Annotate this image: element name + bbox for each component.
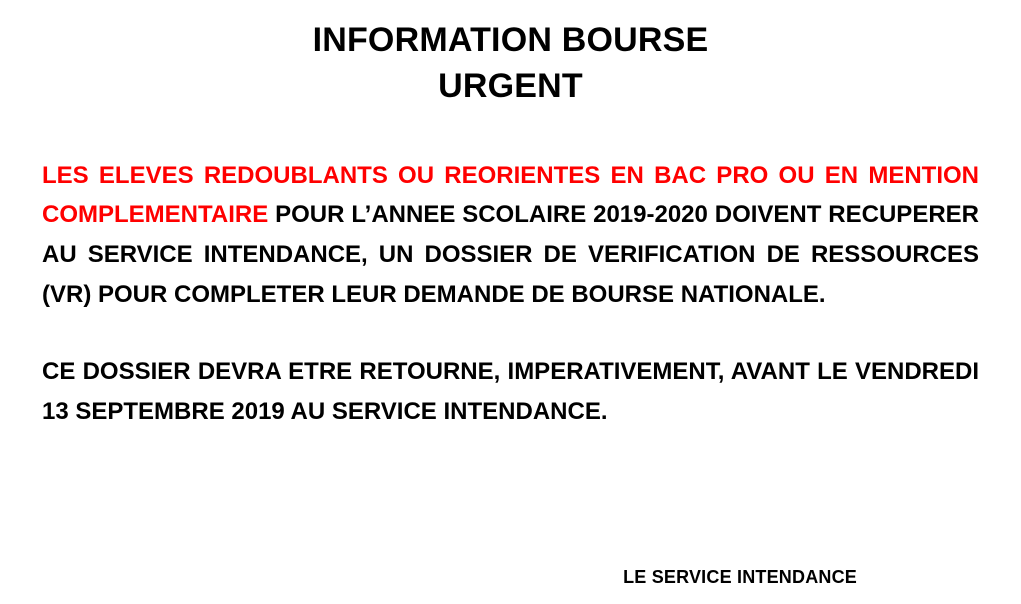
paragraph-1-highlight: LES ELEVES REDOUBLANTS OU REORIENTES EN BAC PRO OU EN MENTION COMPLEMENTAIRE: [42, 161, 979, 229]
paragraph-1-rest: POUR L’ANNEE SCOLAIRE 2019-2020 DOIVENT RECUPERER AU SERVICE INTENDANCE, UN DOSSIER DE VERIFICATION DE RESSOURCES (VR) POUR COMPLETER LEUR DEMANDE DE BOURSE NATIONALE.: [42, 201, 979, 308]
title-line-1: INFORMATION BOURSE: [312, 21, 709, 59]
document-title: [0, 0, 1021, 110]
signature: LE SERVICE INTENDANCE: [623, 567, 857, 587]
paragraph-2: CE DOSSIER DEVRA ETRE RETOURNE, IMPERATIVEMENT, AVANT LE VENDREDI 13 SEPTEMBRE 2019 AU SERVICE INTENDANCE.: [42, 358, 979, 425]
title-line-2: URGENT: [438, 66, 583, 105]
paragraph-1: [42, 156, 979, 314]
document-body: [0, 110, 1021, 432]
